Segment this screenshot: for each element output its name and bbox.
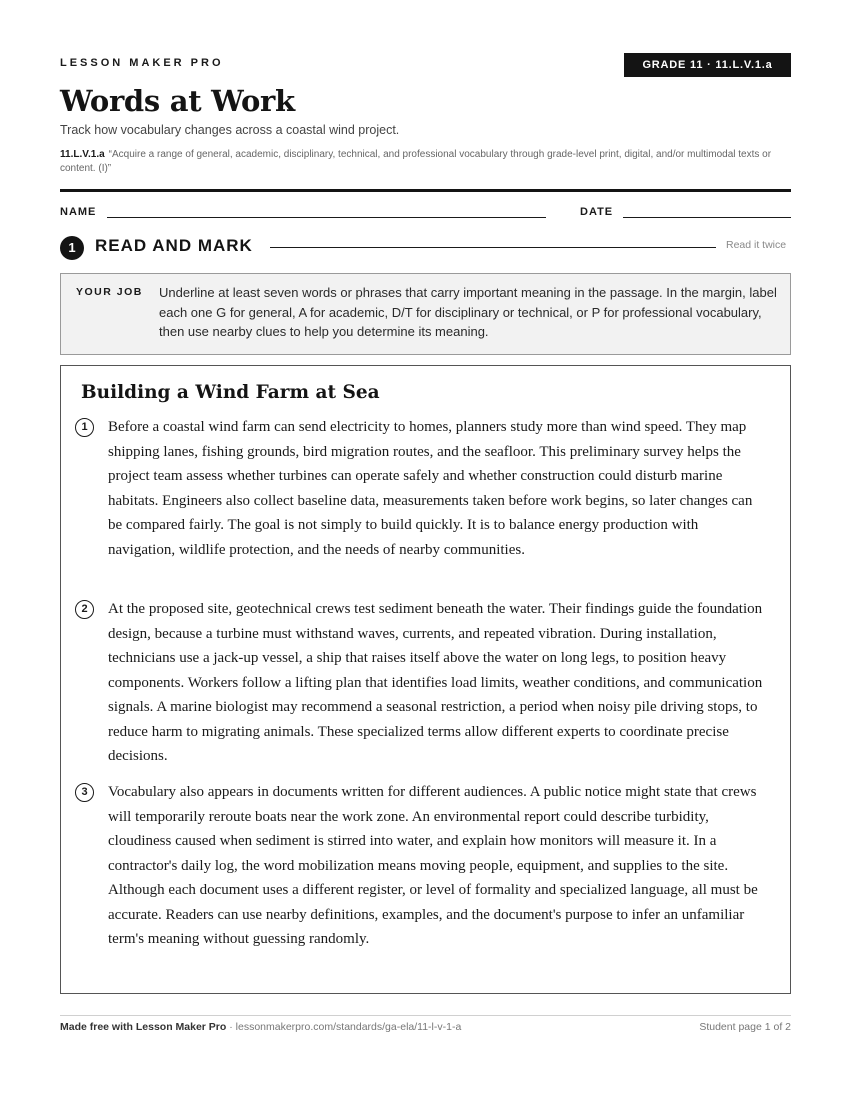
section-note: Read it twice	[726, 239, 787, 251]
footer-page-number: Student page 1 of 2	[699, 1021, 791, 1033]
header-divider	[60, 189, 791, 192]
page-subtitle: Track how vocabulary changes across a coastal wind project.	[60, 123, 400, 137]
reading-passage	[60, 365, 791, 994]
footer-separator: ·	[226, 1021, 236, 1033]
paragraph-text: Vocabulary also appears in documents written for different audiences. A public notice might state that crews will temporarily reroute boats near the work zone. An environmental report could describe turbidity, cloudiness caused when sediment is stirred into water, and explain how monitors will measure it. In a contractor's daily log, the word mobilization means moving people, equipment, and supplies to the site. Although each document uses a different register, or level of formality and specialized language, all must be accurate. Readers can use nearby definitions, examples, and the document's purpose to infer an unfamiliar term's meaning without guessing randomly.	[108, 784, 758, 947]
instructions-label: YOUR JOB	[76, 286, 143, 298]
section-divider	[270, 247, 716, 248]
brand-name: LESSON MAKER PRO	[60, 57, 224, 69]
passage-title: Building a Wind Farm at Sea	[81, 382, 380, 403]
name-field[interactable]	[107, 217, 546, 218]
page-title: Words at Work	[60, 84, 295, 118]
instructions-box	[60, 273, 791, 355]
footer-divider	[60, 1015, 791, 1016]
standard-text: “Acquire a range of general, academic, disciplinary, technical, and professional vocabulary through grade-level print, digital, and/or multimodal texts or content. (I)”	[60, 149, 772, 174]
passage-paragraph-1	[81, 415, 768, 562]
paragraph-number-badge: 1	[75, 418, 94, 437]
standard-code: 11.L.V.1.a	[60, 149, 105, 160]
section-title: READ AND MARK	[95, 236, 253, 255]
instructions-text: Underline at least seven words or phrases that carry important meaning in the passage. In the margin, label each one G for general, A for academic, D/T for disciplinary or technical, or P for professional vocabulary, then use nearby clues to help you determine its meaning.	[159, 285, 777, 339]
standard-description	[60, 148, 800, 176]
footer-url: lessonmakerpro.com/standards/ga-ela/11-l-v-1-a	[235, 1021, 462, 1033]
paragraph-text: At the proposed site, geotechnical crews test sediment beneath the water. Their findings guide the foundation design, because a turbine must withstand waves, currents, and repeated vibration. During installation, technicians use a jack-up vessel, a ship that raises itself above the water on long legs, to position heavy components. Workers follow a lifting plan that identifies load limits, weather conditions, and communication signals. A marine biologist may recommend a seasonal restriction, a period when noisy pile driving stops, to reduce harm to migrating animals. These specialized terms allow different experts to coordinate precise decisions.	[108, 601, 763, 764]
section-number-badge: 1	[60, 236, 84, 260]
date-label: DATE	[580, 206, 614, 218]
passage-paragraph-3	[81, 780, 768, 952]
footer-credit	[60, 1021, 461, 1033]
name-label: NAME	[60, 206, 97, 218]
footer-made-with: Made free with Lesson Maker Pro	[60, 1021, 227, 1033]
paragraph-number-badge: 3	[75, 783, 94, 802]
paragraph-number-badge: 2	[75, 600, 94, 619]
grade-badge: GRADE 11 · 11.L.V.1.a	[624, 53, 791, 77]
paragraph-text: Before a coastal wind farm can send electricity to homes, planners study more than wind speed. They map shipping lanes, fishing grounds, bird migration routes, and the seafloor. This preliminary survey helps the project team assess whether turbines can operate safely and whether construction could disturb marine habitats. Engineers also collect baseline data, measurements taken before work begins, so later changes can be compared fairly. The goal is not simply to build quickly. It is to balance energy production with navigation, wildlife protection, and the needs of nearby communities.	[108, 419, 753, 558]
date-field[interactable]	[623, 217, 791, 218]
passage-paragraph-2	[81, 597, 768, 769]
